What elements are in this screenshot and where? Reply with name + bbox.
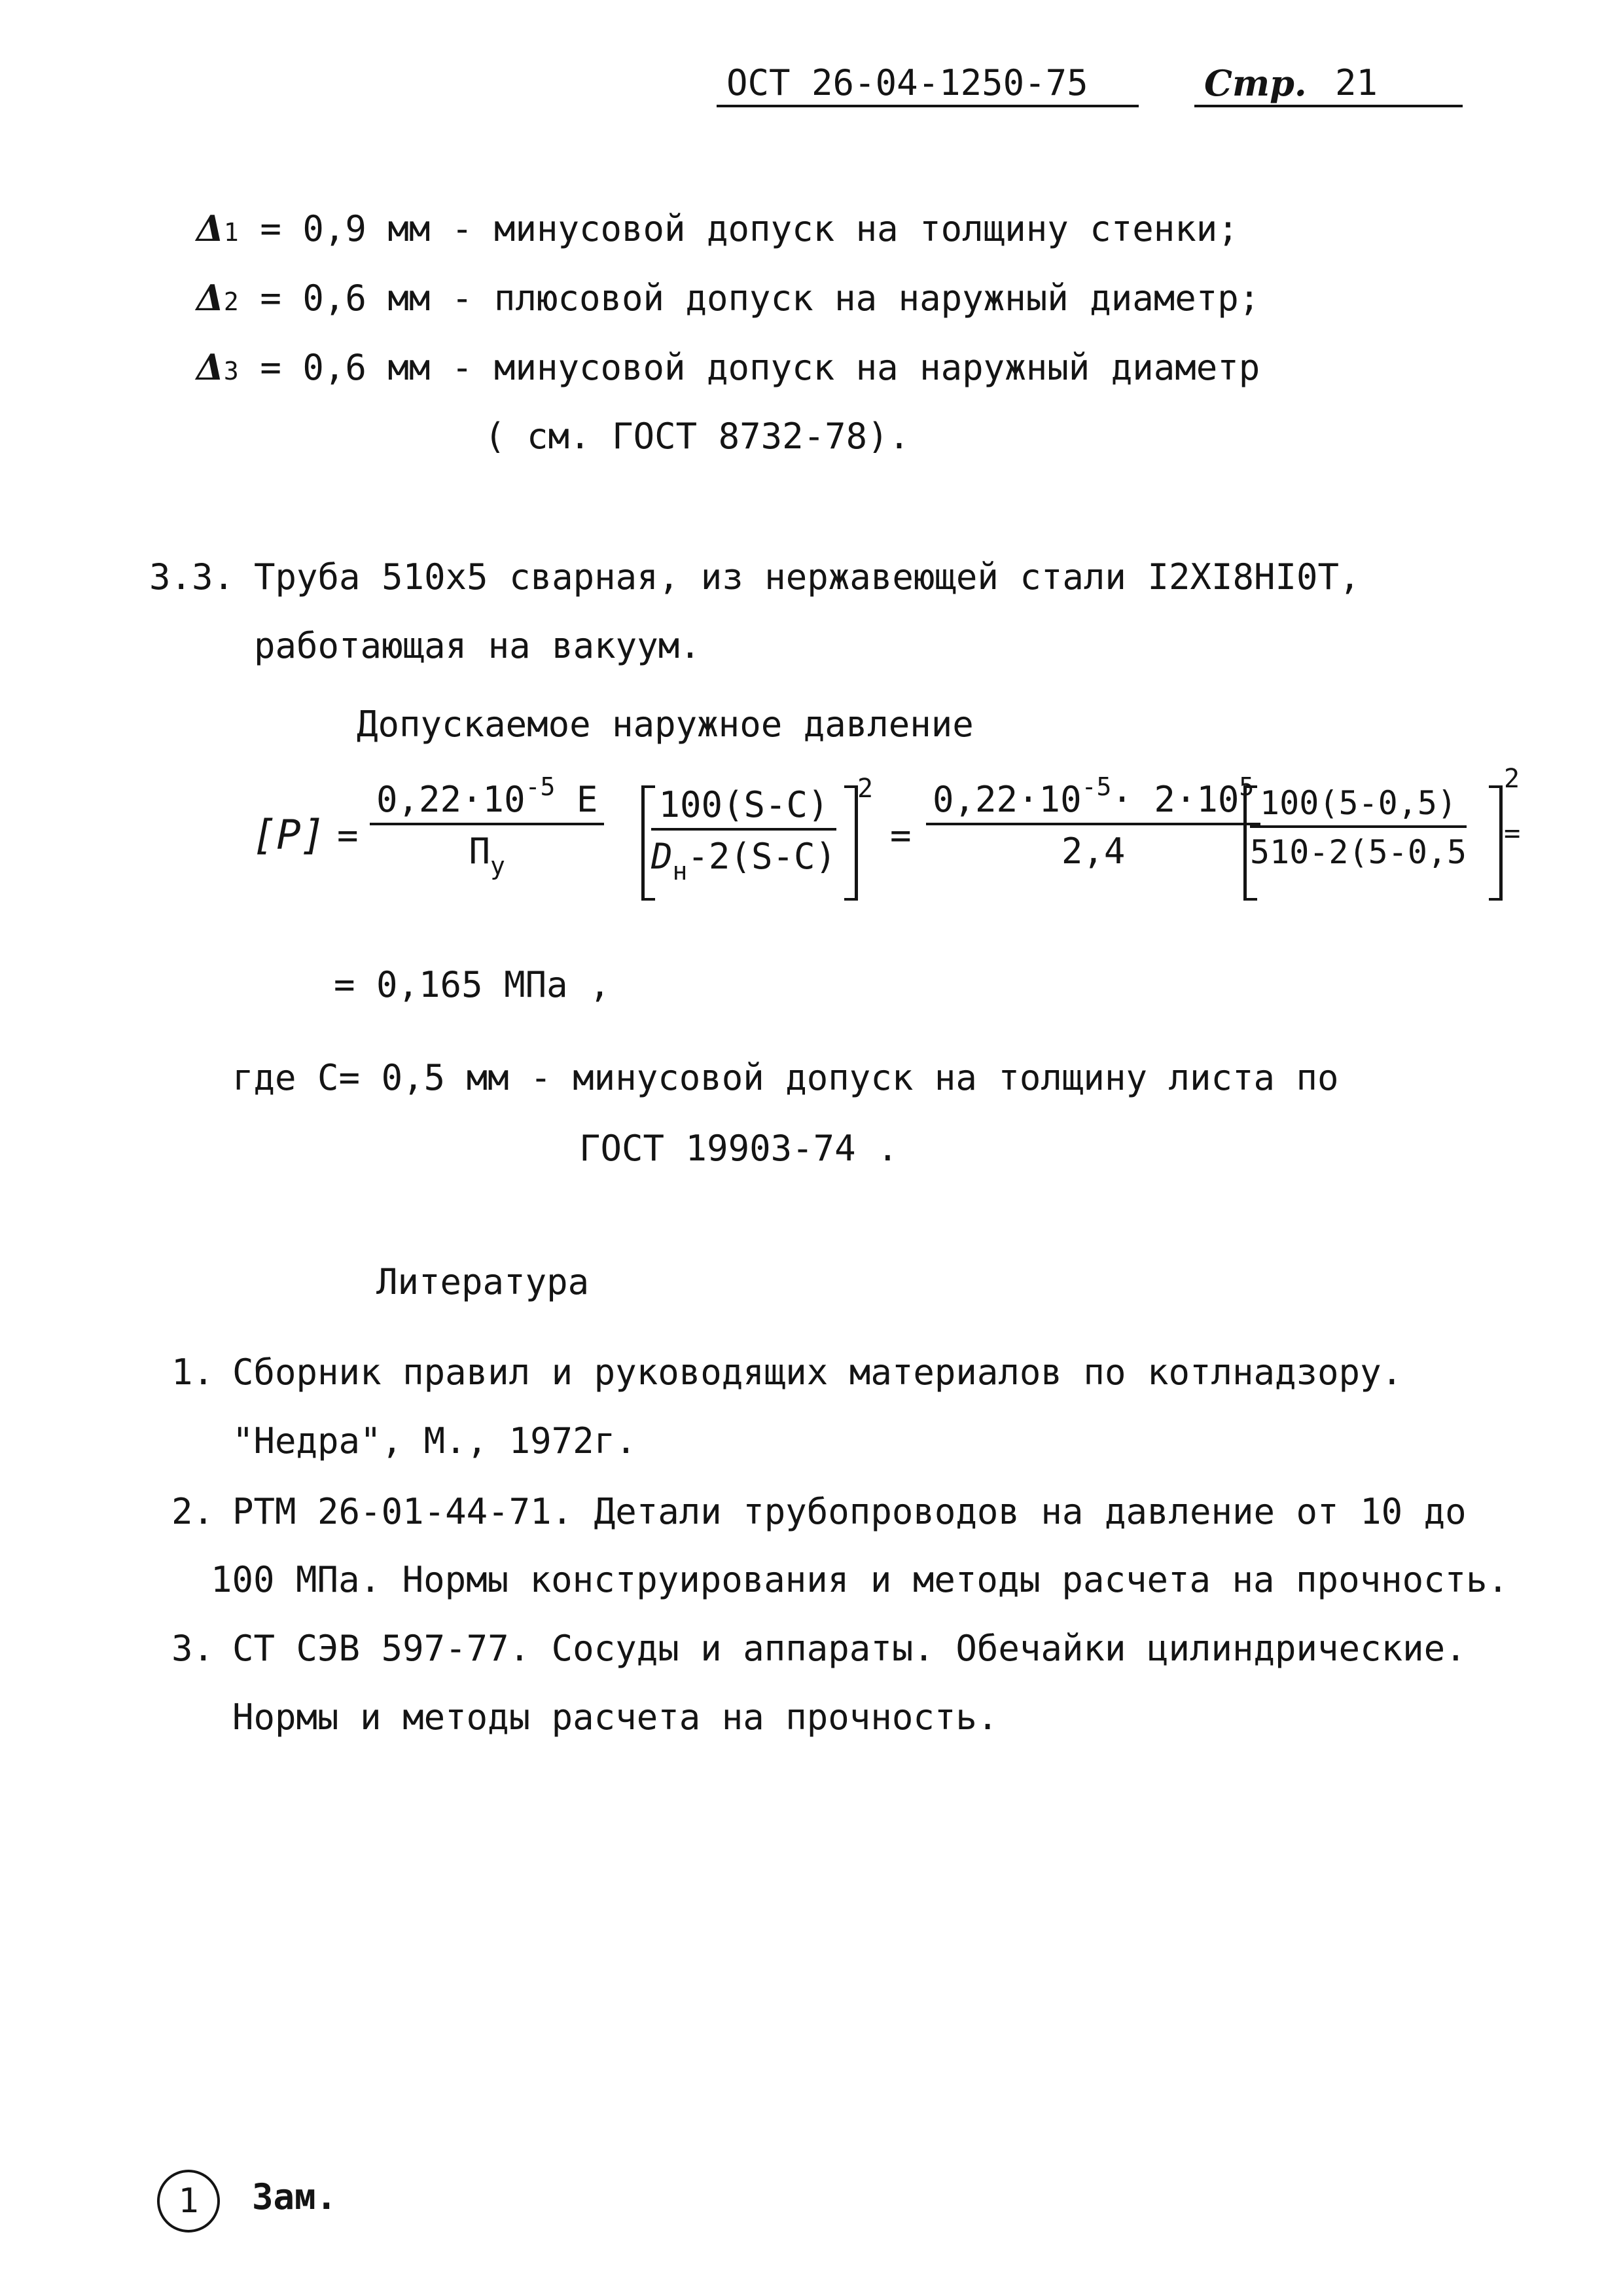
page-label: Стр. [1204, 62, 1307, 104]
pressure-label: Допускаемое наружное давление [357, 704, 974, 745]
fraction-2-numerator: $0,22\cdot 10^{-5}\cdot 2\cdot 10^5$ [926, 780, 1260, 825]
section-number: 3.3. [149, 556, 235, 598]
formula-equals-2: = [890, 815, 912, 856]
document-code: ОСТ 26-04-1250-75 [726, 62, 1088, 103]
delta-subscript: 3 [223, 357, 239, 386]
gost-reference: ( см. ГОСТ 8732-78). [484, 416, 910, 457]
tolerance-text: = 0,6 мм - плюсовой допуск на наружный диаметр; [260, 278, 1260, 319]
bracket-1-power: 2 [857, 774, 874, 804]
literature-line-2: Нормы и методы расчета на прочность. [232, 1696, 999, 1738]
where-line-1: где С= 0,5 мм - минусовой допуск на толщину листа по [232, 1057, 1339, 1098]
literature-line-2: 100 МПа. Нормы конструирования и методы расчета на прочность. [211, 1559, 1509, 1600]
formula-fraction-1 [370, 772, 604, 880]
page-underline [1194, 105, 1463, 107]
delta-symbol: Δ [196, 207, 224, 249]
fraction-2-denominator: 2,4 [1061, 831, 1126, 872]
delta-subscript: 2 [223, 287, 239, 316]
formula-bracket-fraction-2 [1250, 785, 1467, 870]
revision-note: Зам. [252, 2176, 338, 2217]
tolerance-line-1 [196, 207, 1239, 249]
literature-title: Литература [376, 1261, 590, 1302]
where-line-2: ГОСТ 19903-74 . [579, 1128, 899, 1169]
bracket-2-denominator: 510-2(5-0,5 [1250, 833, 1467, 871]
right-bracket-2 [1489, 785, 1503, 901]
formula-trailing-equals: = [1504, 817, 1521, 849]
delta-symbol: Δ [196, 277, 224, 319]
literature-number: 3. [171, 1628, 215, 1669]
literature-line-1: СТ СЭВ 597-77. Сосуды и аппараты. Обечайки цилиндрические. [232, 1628, 1467, 1669]
delta-subscript: 1 [223, 218, 239, 247]
tolerance-line-2 [196, 277, 1260, 319]
tolerance-line-3 [196, 346, 1260, 388]
fraction-1-denominator: $П_у$ [469, 831, 505, 880]
literature-number: 2. [171, 1491, 215, 1532]
page-number: 21 [1335, 62, 1378, 103]
literature-line-1: РТМ 26-01-44-71. Детали трубопроводов на давление от 10 до [232, 1491, 1467, 1532]
formula-bracket-fraction-1 [651, 784, 836, 886]
section-line-1: Труба 510х5 сварная, из нержавеющей стали I2XI8HI0T, [254, 556, 1361, 598]
bracket-1-denominator: $D_н-2(S-C)$ [651, 836, 836, 886]
bracket-2-numerator: 100(5-0,5) [1250, 785, 1467, 828]
tolerance-text: = 0,9 мм - минусовой допуск на толщину стенки; [260, 208, 1239, 249]
fraction-1-numerator: $0,22\cdot 10^{-5}$ E [370, 780, 604, 825]
formula-result: = 0,165 МПа , [334, 964, 611, 1005]
delta-symbol: Δ [196, 346, 224, 388]
literature-number: 1. [171, 1352, 215, 1393]
section-line-2: работающая на вакуум. [254, 625, 701, 666]
formula-equals: = [337, 815, 359, 856]
literature-line-2: "Недра", М., 1972г. [232, 1420, 637, 1462]
formula-fraction-2 [926, 772, 1260, 872]
formula-lhs: [P] [252, 811, 325, 859]
right-bracket-1 [844, 785, 858, 901]
bracket-1-numerator: 100(S-C) [651, 785, 836, 831]
literature-line-1: Сборник правил и руководящих материалов по котлнадзору. [232, 1352, 1403, 1393]
revision-circle-mark: 1 [157, 2170, 220, 2233]
tolerance-text: = 0,6 мм - минусовой допуск на наружный диаметр [260, 347, 1260, 388]
bracket-2-power: 2 [1504, 764, 1520, 794]
document-code-underline [717, 105, 1139, 107]
